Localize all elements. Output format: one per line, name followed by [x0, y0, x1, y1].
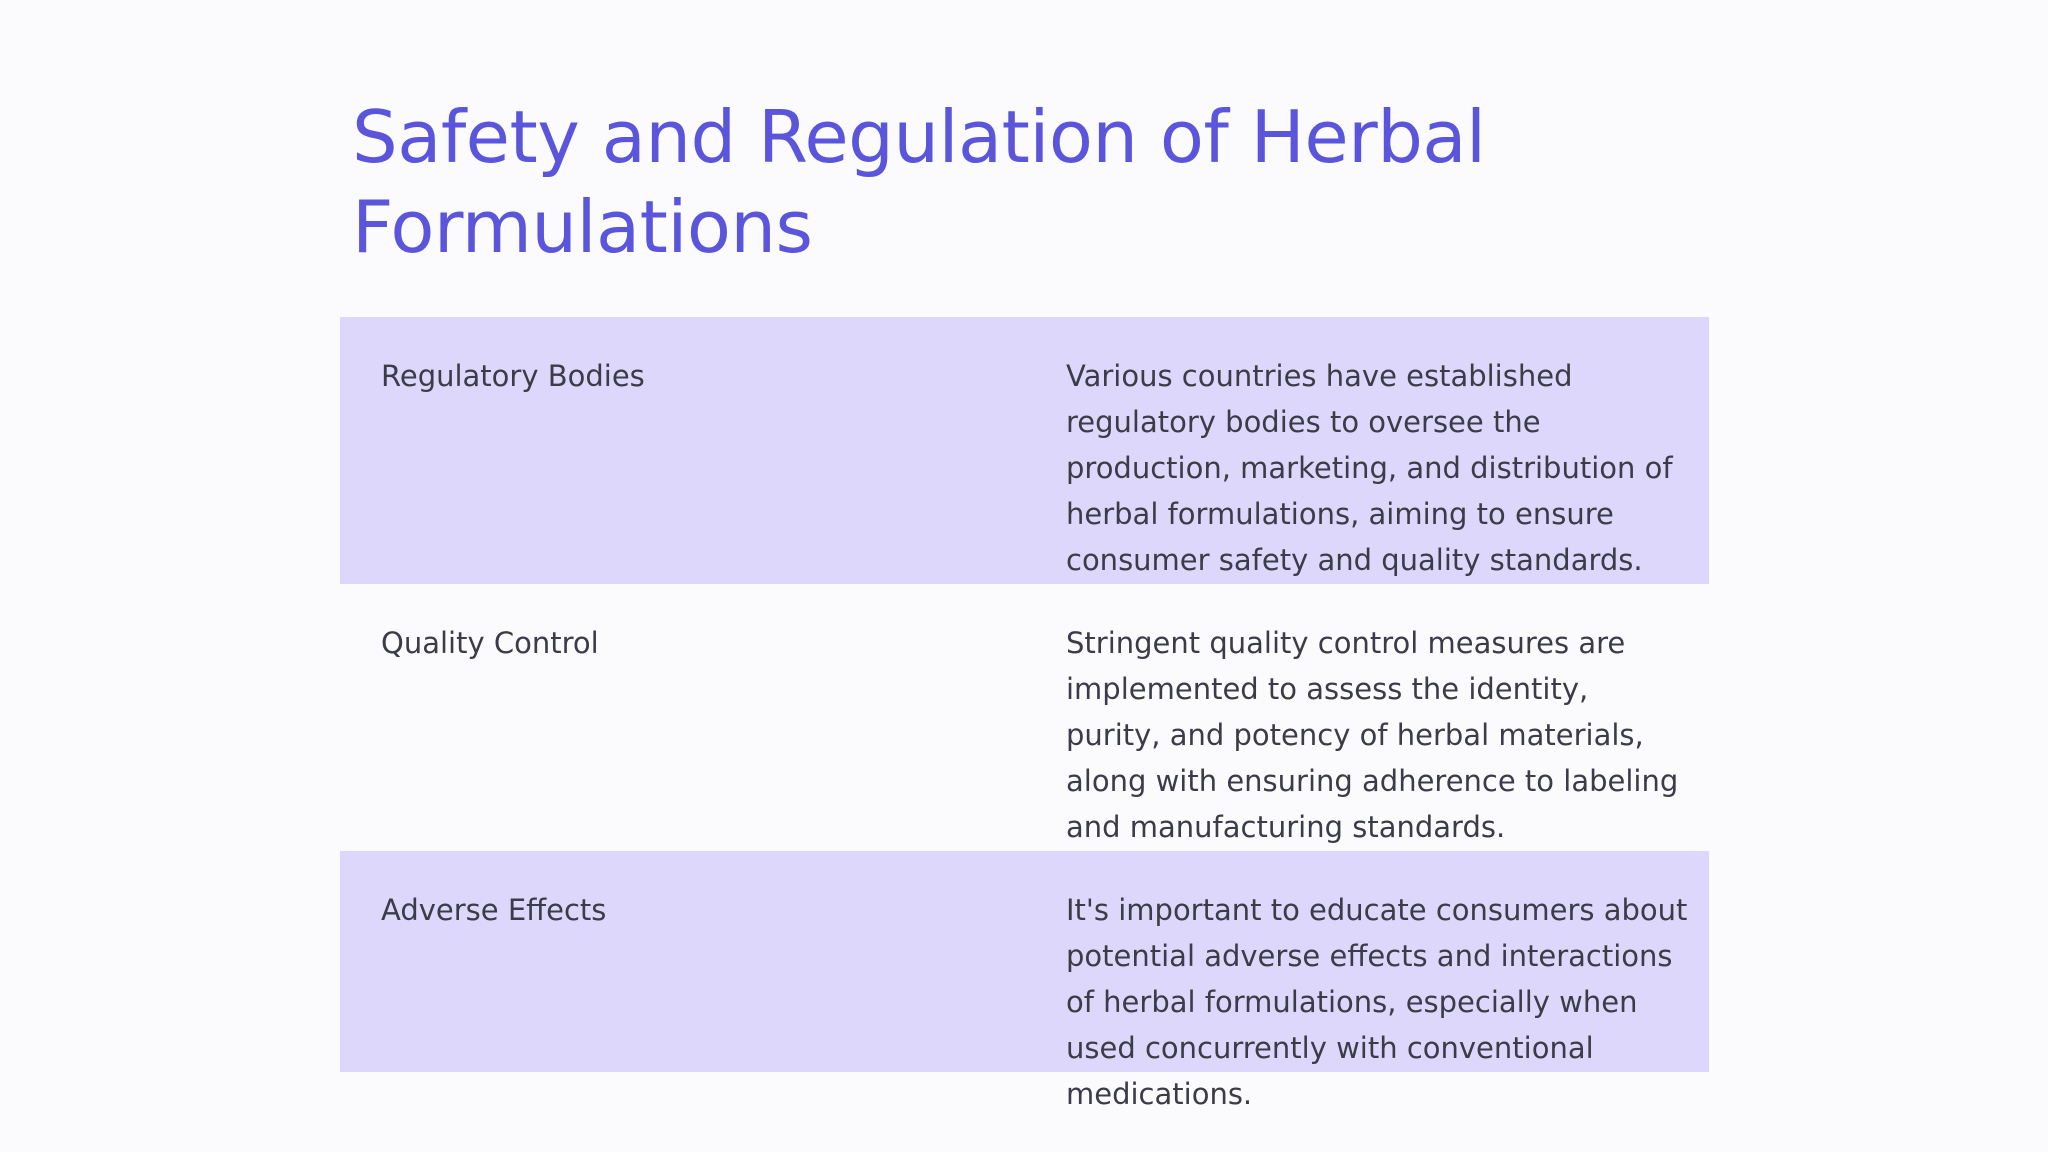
row-description: Various countries have established regulatory bodies to oversee the production, marketing, and distribution of herbal formulations, aiming to ensure consumer safety and quality standards.	[1066, 359, 1673, 577]
row-label: Quality Control	[381, 626, 599, 660]
table-row-quality-control	[340, 584, 1709, 851]
table-row-regulatory-bodies	[340, 317, 1709, 584]
row-label: Adverse Effects	[381, 893, 607, 927]
row-description: It's important to educate consumers about potential adverse effects and interactions of herbal formulations, especially when used concurrently with conventional medications.	[1066, 893, 1688, 1111]
row-description: Stringent quality control measures are implemented to assess the identity, purity, and potency of herbal materials, along with ensuring adherence to labeling and manufacturing standards.	[1066, 626, 1679, 844]
slide-title: Safety and Regulation of Herbal Formulations	[352, 95, 1486, 269]
table-row-adverse-effects	[340, 851, 1709, 1111]
info-table	[340, 317, 1709, 1111]
row-label: Regulatory Bodies	[381, 359, 645, 393]
